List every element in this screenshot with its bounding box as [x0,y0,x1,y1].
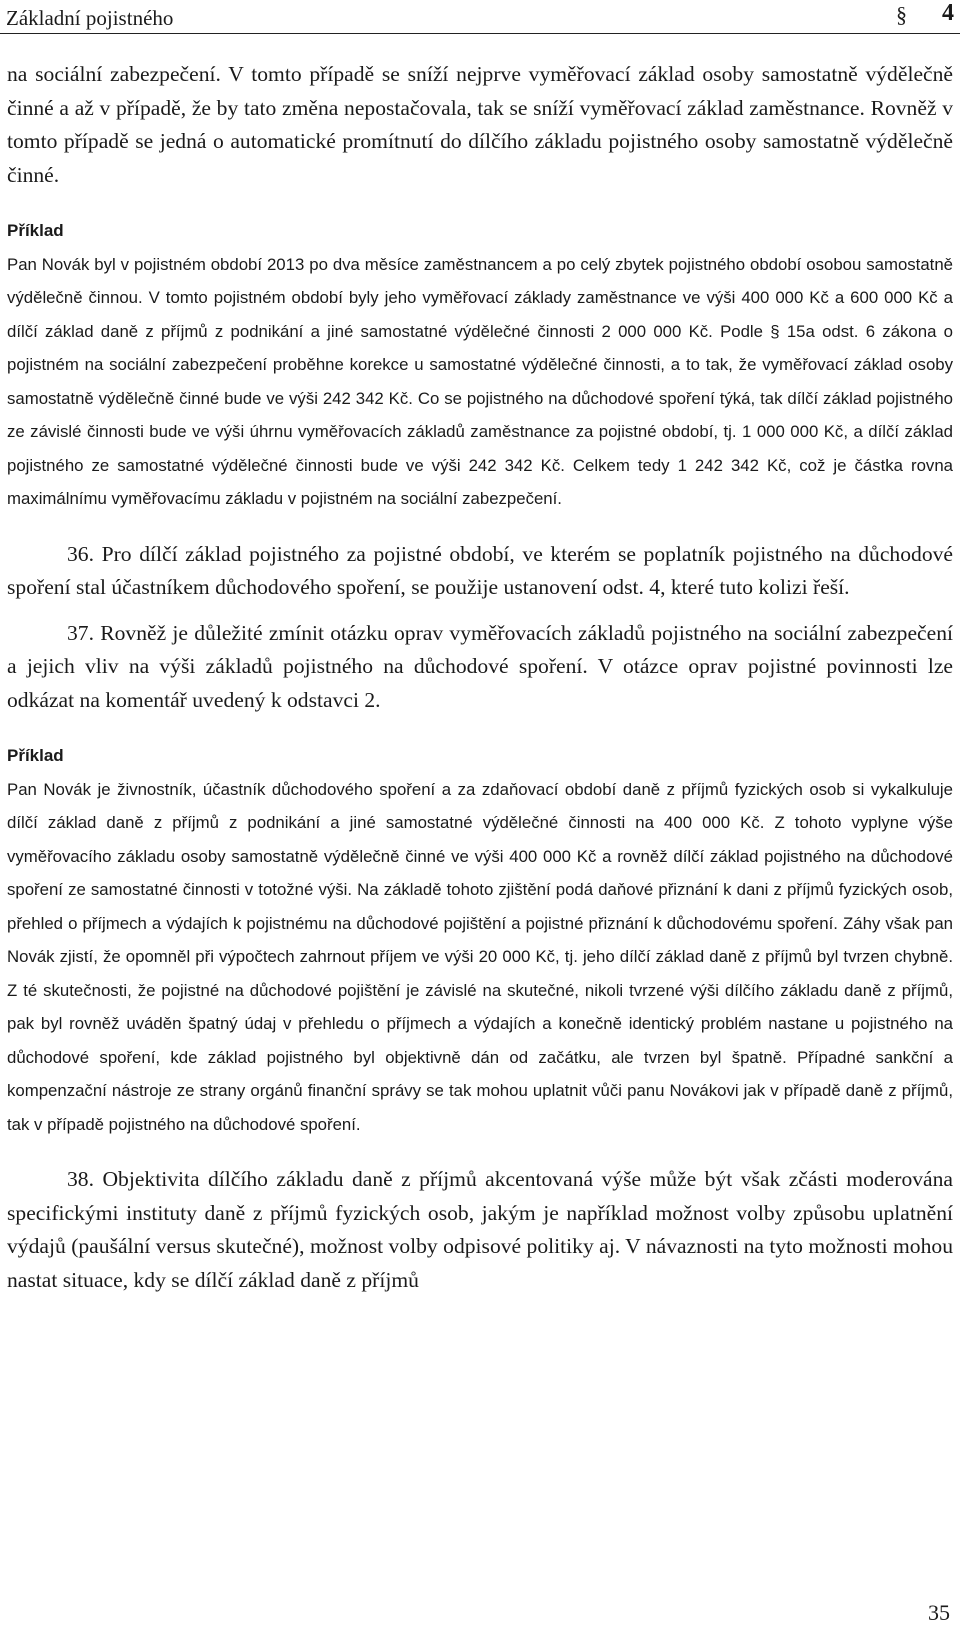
page-number: 35 [928,1600,950,1625]
example-2-title: Příklad [7,746,64,765]
paragraph-36-number: 36. [67,541,94,566]
intro-paragraph: na sociální zabezpečení. V tomto případě se sníží nejprve vyměřovací základ osoby samostatně výdělečně činné a až v případě, že by tato změna nepostačovala, tak se sníží vyměřovací základ zaměstnance. Rovněž v tomto případě se jedná o automatické promítnutí do dílčího základu pojistného osoby samostatně výdělečně činné. [7,62,953,187]
paragraph-36 [7,538,953,605]
paragraph-38-number: 38. [67,1167,94,1191]
paragraph-38 [7,1163,953,1297]
header-rule [0,33,960,34]
running-head-title: Základní pojistného [6,6,174,30]
section-symbol-icon: § [896,2,907,27]
paragraph-36-text: Pro dílčí základ pojistného za pojistné období, ve kterém se poplatník pojistného na důchodové spoření stal účastníkem důchodového spoření, se použije ustanovení odst. 4, které tuto kolizi řeší. [7,541,953,599]
chapter-marker [894,0,954,30]
page-header [0,0,960,40]
chapter-number: 4 [942,0,954,26]
paragraph-37 [7,617,953,718]
page-body [7,58,953,1297]
paragraph-37-number: 37. [67,620,94,645]
paragraph-38-text: Objektivita dílčího základu daně z příjmů akcentovaná výše může být však zčásti moderována specifickými instituty daně z příjmů fyzických osob, jakým je například možnost volby způsobu uplatnění výdajů (paušální versus skutečné), možnost volby odpisové politiky aj. V návaznosti na tyto možnosti mohou nastat situace, kdy se dílčí základ daně z příjmů [7,1167,954,1292]
example-1-title: Příklad [7,221,64,240]
example-1-text: Pan Novák byl v pojistném období 2013 po dva měsíce zaměstnancem a po celý zbytek pojistného období osobou samostatně výdělečně činnou. V tomto pojistném období byly jeho vyměřovací základy zaměstnance ve výši 400 000 Kč a 600 000 Kč a dílčí základ daně z příjmů z podnikání a jiné samostatné výdělečné činnosti 2 000 000 Kč. Podle § 15a odst. 6 zákona o pojistném na sociální zabezpečení proběhne korekce u samostatné výdělečné činnosti, a to tak, že vyměřovací základ osoby samostatně výdělečně činné bude ve výši 242 342 Kč. Co se pojistného na důchodové spoření týká, tak dílčí základ pojistného ze závislé činnosti bude ve výši úhrnu vyměřovacích základů zaměstnance za pojistné období, tj. 1 000 000 Kč, a dílčí základ pojistného ze samostatné výdělečné činnosti bude ve výši 242 342 Kč. Celkem tedy 1 242 342 Kč, což je částka rovna maximálnímu vyměřovacímu základu v pojistném na sociální zabezpečení. [7,254,953,508]
example-2-text: Pan Novák je živnostník, účastník důchodového spoření a za zdaňovací období daně z příjmů fyzických osob si vykalkuluje dílčí základ daně z příjmů z podnikání a jiné samostatné výdělečné činnosti na 400 000 Kč. Z tohoto vyplyne výše vyměřovacího základu osoby samostatně výdělečně činné ve výši 400 000 Kč a rovněž dílčí základ pojistného na důchodové spoření ze samostatné činnosti v totožné výši. Na základě tohoto zjištění podá daňové přiznání k dani z příjmů fyzických osob, přehled o příjmech a výdajích k pojistnému na důchodové pojištění a pojistné přiznání k důchodovému spoření. Záhy však pan Novák zjistí, že opomněl při výpočtech zahrnout příjem ve výši 20 000 Kč, tj. jeho dílčí základ daně z příjmů byl tvrzen chybně. Z té skutečnosti, že pojistné na důchodové pojištění je závislé na skutečné, nikoli tvrzené výši dílčího základu daně z příjmů, pak byl rovněž uváděn špatný údaj v přehledu o příjmech a výdajích a konečně identický problém nastane u pojistného na důchodové spoření, kde základ pojistného byl objektivně dán od začátku, ale tvrzen byl špatně. Případné sankční a kompenzační nástroje ze strany orgánů finanční správy se tak mohou uplatnit vůči panu Novákovi jak v případě daně z příjmů, tak v případě pojistného na důchodové spoření. [7,779,953,1134]
paragraph-37-text: Rovněž je důležité zmínit otázku oprav vyměřovacích základů pojistného na sociální zabezpečení a jejich vliv na výši základů pojistného na důchodové spoření. V otázce oprav pojistné povinnosti lze odkázat na komentář uvedený k odstavci 2. [7,620,953,712]
